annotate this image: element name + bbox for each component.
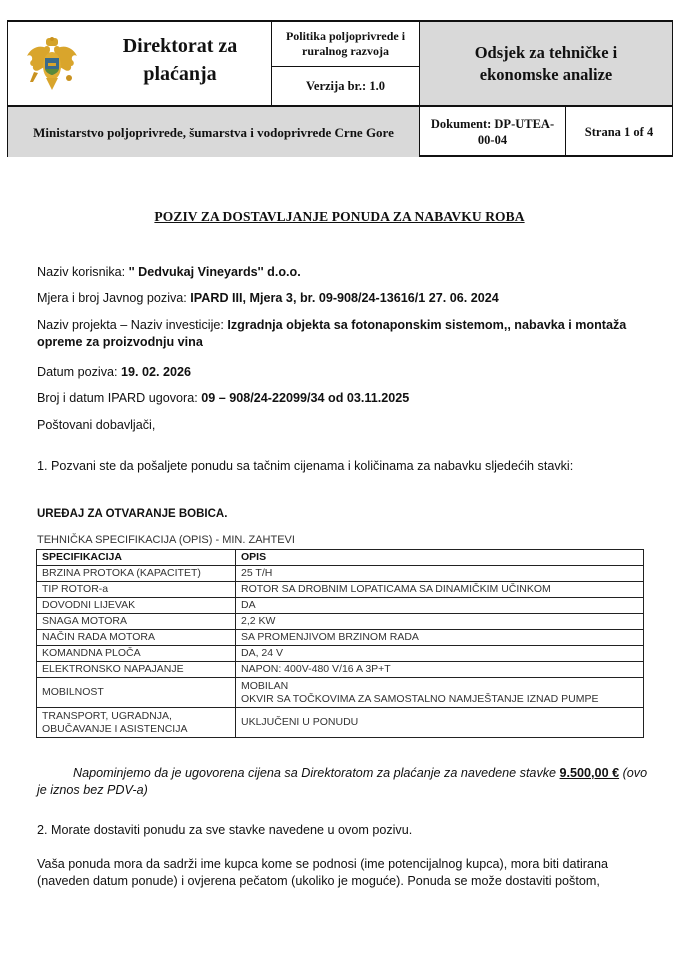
price-note: Napominjemo da je ugovorena cijena sa Direktoratom za plaćanje za navedene stavke 9.500,00 € (ovo je iznos bez PDV-a) — [37, 766, 648, 797]
table-row: DOVODNI LIJEVAK DA — [37, 598, 644, 614]
contract-amount: 9.500,00 € — [559, 766, 620, 780]
table-row: TRANSPORT, UGRADNJA, OBUČAVANJE I ASISTENCIJA UKLJUČENI U PONUDU — [37, 708, 644, 738]
table-row: KOMANDNA PLOČA DA, 24 V — [37, 646, 644, 662]
equipment-heading: UREĐAJ ZA OTVARANJE BOBICA. — [37, 508, 228, 520]
offer-requirements-paragraph: Vaša ponuda mora da sadrži ime kupca kome se podnosi (ime potencijalnog kupca), mora biti datirana (naveden datum ponude) i ovjerena pečatom (ukoliko je moguće). Ponuda se može dostaviti poštom, — [37, 857, 608, 888]
field-project: Naziv projekta – Naziv investicije: Izgradnja objekta sa fotonaponskim sistemom,, nabavka i montaža opreme za proizvodnju vina — [37, 318, 627, 349]
field-public-call: Mjera i broj Javnog poziva: IPARD III, Mjera 3, br. 09-908/24-13616/1 27. 06. 2024 — [37, 291, 499, 305]
coat-of-arms-icon — [24, 36, 80, 94]
version-cell: Verzija br.: 1.0 — [272, 67, 420, 107]
header-org-cell — [8, 22, 272, 107]
greeting: Poštovani dobavljači, — [37, 418, 156, 432]
field-call-date: Datum poziva: 19. 02. 2026 — [37, 365, 192, 379]
field-contract: Broj i datum IPARD ugovora: 09 – 908/24-22099/34 od 03.11.2025 — [37, 391, 410, 405]
table-row: SNAGA MOTORA 2,2 KW — [37, 614, 644, 630]
field-beneficiary: Naziv korisnika: '' Dedvukaj Vineyards'' d.o.o. — [37, 265, 301, 279]
table-row: BRZINA PROTOKA (KAPACITET) 25 T/H — [37, 566, 644, 582]
organization-title: Direktorat za plaćanja — [122, 35, 238, 85]
spec-caption: TEHNIČKA SPECIFIKACIJA (OPIS) - MIN. ZAHTEVI — [37, 534, 295, 546]
column-header: OPIS — [236, 550, 644, 566]
item-2: 2. Morate dostaviti ponudu za sve stavke navedene u ovom pozivu. — [37, 823, 413, 837]
table-row: NAČIN RADA MOTORA SA PROMENJIVOM BRZINOM RADA — [37, 630, 644, 646]
department-cell: Odsjek za tehničke i ekonomske analize — [420, 22, 672, 107]
document-title: POZIV ZA DOSTAVLJANJE PONUDA ZA NABAVKU ROBA — [154, 209, 525, 224]
spec-table — [36, 549, 644, 738]
item-1: 1. Pozvani ste da pošaljete ponudu sa tačnim cijenama i količinama za nabavku sljedećih stavki: — [37, 459, 574, 473]
table-row: ELEKTRONSKO NAPAJANJE NAPON: 400V-480 V/16 A 3P+T — [37, 662, 644, 678]
table-row: MOBILNOST MOBILAN OKVIR SA TOČKOVIMA ZA SAMOSTALNO NAMJEŠTANJE IZNAD PUMPE — [37, 678, 644, 708]
ministry-cell: Ministarstvo poljoprivrede, šumarstva i vodoprivrede Crne Gore — [8, 107, 420, 157]
document-id-cell: Dokument: DP-UTEA-00-04 — [420, 107, 566, 157]
table-header-row — [37, 550, 644, 566]
policy-cell: Politika poljoprivrede i ruralnog razvoja — [272, 22, 420, 67]
table-row: TIP ROTOR-a ROTOR SA DROBNIM LOPATICAMA SA DINAMIČKIM UČINKOM — [37, 582, 644, 598]
document-header-table — [7, 20, 673, 157]
page-number-cell: Strana 1 of 4 — [584, 124, 654, 139]
column-header: SPECIFIKACIJA — [37, 550, 236, 566]
